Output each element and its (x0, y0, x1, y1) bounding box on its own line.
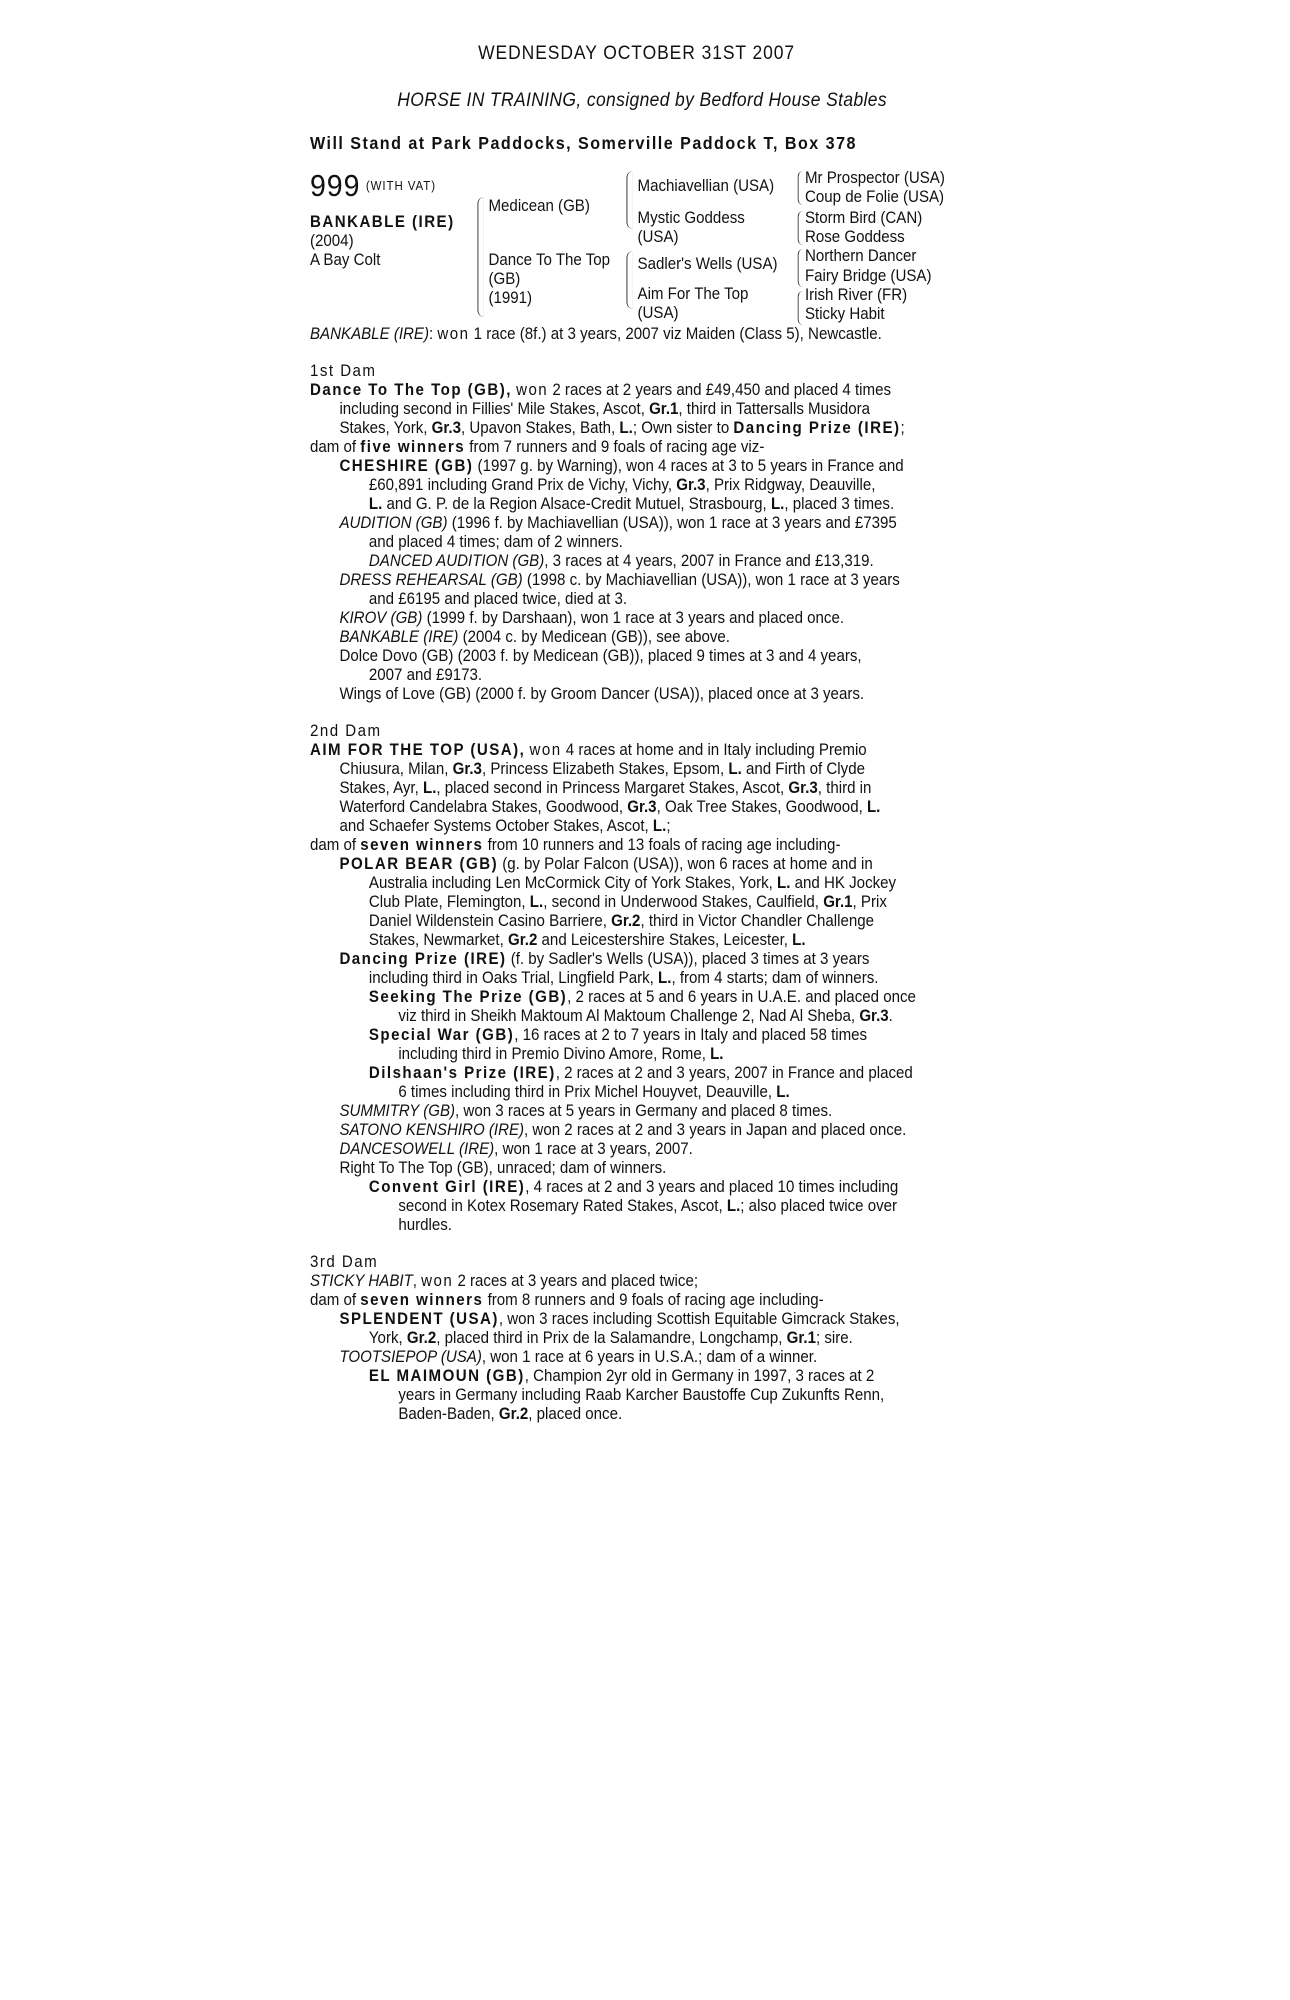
produce-entry: Right To The Top (GB), unraced; dam of winners. (339, 1159, 667, 1177)
produce-entry: DRESS REHEARSAL (GB) (1998 c. by Machiavellian (USA)), won 1 race at 3 years and £6195 and placed twice, died at 3. (339, 571, 900, 608)
pedigree-dam-name: Dance To The Top (488, 251, 611, 269)
produce-entry: SATONO KENSHIRO (IRE), won 2 races at 2 and 3 years in Japan and placed once. (339, 1121, 907, 1139)
stabling-location: Will Stand at Park Paddocks, Somerville Paddock T, Box 378 (310, 133, 857, 153)
lot-number: 999 (310, 168, 361, 203)
horse-description: A Bay Colt (310, 251, 381, 269)
produce-summary: dam of five winners from 7 runners and 9 foals of racing age viz- (310, 438, 765, 456)
grand-produce-entry: Convent Girl (IRE), 4 races at 2 and 3 years and placed 10 times including second in Kotex Rosemary Rated Stakes, Ascot, L.; also placed twice over hurdles. (368, 1178, 899, 1234)
pedigree-sire: Medicean (GB) (488, 197, 590, 215)
pedigree-dam-sire: Sadler's Wells (USA) (637, 255, 778, 273)
pedigree-g1: Mr Prospector (USA) (804, 169, 945, 187)
produce-entry: TOOTSIEPOP (USA), won 1 race at 6 years in U.S.A.; dam of a winner. (339, 1348, 818, 1366)
produce-entry: BANKABLE (IRE) (2004 c. by Medicean (GB)), see above. (339, 628, 731, 646)
pedigree-sire-sire: Machiavellian (USA) (637, 177, 775, 195)
pedigree-g7: Irish River (FR) (804, 286, 908, 304)
pedigree-g5: Northern Dancer (804, 247, 917, 265)
pedigree-dam-year: (1991) (488, 289, 533, 307)
section-heading: 1st Dam (310, 362, 377, 380)
grand-produce-entry: DANCED AUDITION (GB), 3 races at 4 years, 2007 in France and £13,319. (368, 552, 874, 570)
produce-entry: Dancing Prize (IRE) (f. by Sadler's Wells (USA)), placed 3 times at 3 years including third in Oaks Trial, Lingfield Park, L., from 4 starts; dam of winners. (339, 950, 879, 987)
pedigree-g3: Storm Bird (CAN) (804, 209, 923, 227)
grand-produce-entry: Special War (GB), 16 races at 2 to 7 years in Italy and placed 58 times including third in Premio Divino Amore, Rome, L. (368, 1026, 868, 1063)
pedigree-dam-dam-name: Aim For The Top (637, 285, 749, 303)
pedigree-brace-2 (626, 171, 632, 229)
pedigree-brace-5 (798, 211, 804, 245)
produce-summary: dam of seven winners from 10 runners and 13 foals of racing age including- (310, 836, 841, 854)
third-dam-section (310, 1253, 972, 1424)
produce-entry: AUDITION (GB) (1996 f. by Machiavellian (USA)), won 1 race at 3 years and £7395 and placed 4 times; dam of 2 winners. (339, 514, 897, 551)
pedigree-brace-6 (798, 249, 804, 287)
produce-entry: DANCESOWELL (IRE), won 1 race at 3 years, 2007. (339, 1140, 693, 1158)
foaling-year: (2004) (310, 232, 354, 250)
produce-entry: SUMMITRY (GB), won 3 races at 5 years in Germany and placed 8 times. (339, 1102, 833, 1120)
pedigree-brace-1 (477, 197, 483, 317)
produce-entry: SPLENDENT (USA), won 3 races including Scottish Equitable Gimcrack Stakes, York, Gr.2, placed third in Prix de la Salamandre, Longchamp, Gr.1; sire. (339, 1310, 900, 1347)
pedigree-g6: Fairy Bridge (USA) (804, 267, 932, 285)
grand-produce-entry: Dilshaan's Prize (IRE), 2 races at 2 and 3 years, 2007 in France and placed 6 times including third in Prix Michel Houyvet, Deauville, L. (368, 1064, 913, 1101)
produce-entry: Dolce Dovo (GB) (2003 f. by Medicean (GB)), placed 9 times at 3 and 4 years, 2007 and £9173. (339, 647, 862, 684)
section-heading: 2nd Dam (310, 722, 382, 740)
dam-record: Dance To The Top (GB), won 2 races at 2 years and £49,450 and placed 4 times including second in Fillies' Mile Stakes, Ascot, Gr.1, third in Tattersalls Musidora Stakes, York, Gr.3, Upavon Stakes, Bath, L.; Own sister to Dancing Prize (IRE); (310, 381, 905, 437)
consignment-line: HORSE IN TRAINING, consigned by Bedford House Stables (397, 90, 887, 111)
pedigree-g2: Coup de Folie (USA) (804, 188, 945, 206)
vat-note: (WITH VAT) (365, 179, 436, 193)
second-dam-section (310, 722, 972, 1235)
race-summary: BANKABLE (IRE): won 1 race (8f.) at 3 years, 2007 viz Maiden (Class 5), Newcastle. (310, 325, 882, 343)
pedigree-g8: Sticky Habit (804, 305, 885, 323)
produce-entry: KIROV (GB) (1999 f. by Darshaan), won 1 race at 3 years and placed once. (339, 609, 845, 627)
pedigree-brace-3 (626, 251, 632, 309)
pedigree-sire-dam-name: Mystic Goddess (637, 209, 745, 227)
pedigree-table (310, 169, 972, 325)
grand-produce-entry: EL MAIMOUN (GB), Champion 2yr old in Germany in 1997, 3 races at 2 years in Germany including Raab Karcher Baustoffe Cup Zukunfts Renn, Baden-Baden, Gr.2, placed once. (368, 1367, 885, 1423)
pedigree-dam-dam-country: (USA) (637, 304, 679, 322)
produce-entry: CHESHIRE (GB) (1997 g. by Warning), won 4 races at 3 to 5 years in France and £60,891 including Grand Prix de Vichy, Vichy, Gr.3, Prix Ridgway, Deauville, L. and G. P. de la Region Alsace-Credit Mutuel, Strasbourg, L., placed 3 times. (339, 457, 904, 513)
catalogue-page (310, 44, 972, 1424)
pedigree-brace-7 (798, 291, 804, 325)
dam-record: AIM FOR THE TOP (USA), won 4 races at home and in Italy including Premio Chiusura, Milan, Gr.3, Princess Elizabeth Stakes, Epsom, L. and Firth of Clyde Stakes, Ayr, L., placed second in Princess Margaret Stakes, Ascot, Gr.3, third in Waterford Candelabra Stakes, Goodwood, Gr.3, Oak Tree Stakes, Goodwood, L. and Schaefer Systems October Stakes, Ascot, L.; (310, 741, 881, 835)
pedigree-sire-dam-country: (USA) (637, 228, 679, 246)
produce-entry: POLAR BEAR (GB) (g. by Polar Falcon (USA)), won 6 races at home and in Australia including Len McCormick City of York Stakes, York, L. and HK Jockey Club Plate, Flemington, L., second in Underwood Stakes, Caulfield, Gr.1, Prix Daniel Wildenstein Casino Barriere, Gr.2, third in Victor Chandler Challenge Stakes, Newmarket, Gr.2 and Leicestershire Stakes, Leicester, L. (339, 855, 897, 949)
horse-name: BANKABLE (IRE) (310, 213, 455, 231)
dam-record: STICKY HABIT, won 2 races at 3 years and placed twice; (310, 1272, 699, 1290)
grand-produce-entry: Seeking The Prize (GB), 2 races at 5 and 6 years in U.A.E. and placed once viz third in Sheikh Maktoum Al Maktoum Challenge 2, Nad Al Sheba, Gr.3. (368, 988, 916, 1025)
pedigree-brace-4 (798, 171, 804, 205)
produce-summary: dam of seven winners from 8 runners and 9 foals of racing age including- (310, 1291, 824, 1309)
pedigree-dam-country: (GB) (488, 270, 521, 288)
produce-entry: Wings of Love (GB) (2000 f. by Groom Dancer (USA)), placed once at 3 years. (339, 685, 865, 703)
lot-number-line (310, 169, 436, 203)
sale-date: WEDNESDAY OCTOBER 31ST 2007 (478, 43, 796, 64)
first-dam-section (310, 362, 972, 704)
section-heading: 3rd Dam (310, 1253, 379, 1271)
pedigree-g4: Rose Goddess (804, 228, 905, 246)
